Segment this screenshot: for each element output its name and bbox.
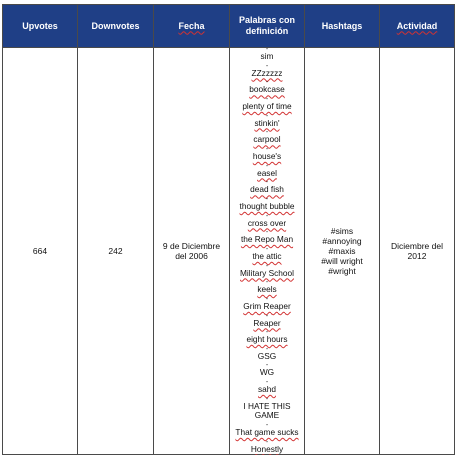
downvotes-value: 242	[108, 245, 123, 256]
header-hashtags-label: Hashtags	[321, 20, 363, 31]
phrase-item	[233, 81, 301, 94]
phrase-text: cross over	[247, 217, 287, 228]
phrase-list	[233, 48, 301, 454]
phrase-text: Grim Reaper	[243, 300, 291, 311]
dash-bullet-icon: -	[265, 279, 269, 287]
dash-bullet-icon: -	[265, 46, 269, 53]
hashtag-item: #sims	[330, 225, 354, 236]
dash-bullet-icon: -	[265, 162, 269, 170]
phrase-text: plenty of time	[242, 100, 292, 111]
dash-bullet-icon: -	[265, 379, 269, 387]
header-upvotes-label: Upvotes	[22, 20, 58, 31]
dash-bullet-icon: -	[265, 295, 269, 303]
phrase-text: ZZzzzzz	[251, 67, 283, 78]
phrase-text: Honestly	[250, 443, 284, 454]
phrase-text: sim	[260, 51, 274, 61]
header-upvotes	[3, 5, 78, 48]
cell-hashtags	[305, 48, 380, 455]
header-palabras-label: Palabras con definición	[238, 15, 296, 36]
phrase-item	[233, 281, 301, 294]
dash-bullet-icon: -	[265, 312, 269, 320]
phrase-item	[233, 195, 301, 211]
cell-actividad	[380, 48, 455, 455]
dash-bullet-icon: -	[265, 362, 269, 370]
dash-bullet-icon: -	[265, 345, 269, 353]
phrase-text: the Repo Man	[240, 234, 294, 245]
phrase-text: stinkin'	[254, 117, 280, 128]
hashtag-item: #wright	[328, 265, 356, 276]
phrase-text: easel	[257, 167, 277, 178]
phrase-text: GSG	[257, 350, 277, 361]
fecha-value: 9 de Diciembre del 2006	[162, 240, 221, 261]
phrase-text: house's	[252, 150, 282, 161]
phrase-item	[233, 162, 301, 178]
hashtag-item: #annoying	[322, 235, 362, 246]
dash-bullet-icon: -	[265, 79, 269, 87]
phrase-item	[233, 381, 301, 394]
hashtag-list	[308, 226, 376, 276]
dash-bullet-icon: -	[265, 438, 269, 446]
phrase-text: keels	[257, 284, 277, 295]
upvotes-value: 664	[32, 245, 48, 256]
dash-bullet-icon: -	[265, 62, 269, 70]
header-fecha	[154, 5, 230, 48]
phrase-item	[233, 245, 301, 261]
dash-bullet-icon: -	[265, 129, 269, 137]
phrase-item	[233, 345, 301, 361]
phrase-text: Reaper	[253, 317, 281, 328]
phrase-text: eight hours	[246, 334, 288, 345]
phrase-item	[233, 231, 301, 244]
phrase-item	[233, 131, 301, 144]
header-palabras	[230, 5, 305, 48]
header-actividad	[380, 5, 455, 48]
phrase-item	[233, 181, 301, 194]
phrase-text: dead fish	[250, 184, 284, 195]
header-downvotes	[78, 5, 154, 48]
phrase-item	[233, 438, 301, 454]
header-hashtags	[305, 5, 380, 48]
actividad-value: Diciembre del 2012	[391, 240, 443, 261]
phrase-item	[233, 312, 301, 328]
phrase-text: the attic	[252, 250, 282, 261]
phrase-text: thought bubble	[239, 200, 295, 211]
data-table	[2, 4, 455, 455]
phrase-text: WG	[259, 367, 275, 378]
dash-bullet-icon: -	[265, 212, 269, 220]
phrase-item	[233, 295, 301, 311]
dash-bullet-icon: -	[265, 95, 269, 103]
phrase-item	[233, 395, 301, 421]
phrase-item	[233, 364, 301, 377]
phrase-item	[233, 95, 301, 111]
header-fecha-label: Fecha	[178, 20, 205, 31]
dash-bullet-icon: -	[265, 112, 269, 120]
phrase-item	[233, 331, 301, 344]
cell-fecha	[154, 48, 230, 455]
phrase-item	[233, 62, 301, 78]
hashtag-item: #maxis	[328, 245, 356, 256]
phrase-text: bookcase	[249, 84, 285, 95]
dash-bullet-icon: -	[265, 179, 269, 187]
dash-bullet-icon: -	[265, 329, 269, 337]
dash-bullet-icon: -	[265, 195, 269, 203]
phrase-item	[233, 112, 301, 128]
hashtag-item: #will wright	[321, 255, 363, 266]
header-row	[3, 5, 455, 48]
dash-bullet-icon: -	[265, 229, 269, 237]
phrase-text: sahd	[258, 384, 276, 395]
phrase-item	[233, 262, 301, 278]
phrase-item	[233, 421, 301, 437]
phrase-text: That game sucks	[235, 426, 299, 437]
header-downvotes-label: Downvotes	[91, 20, 140, 31]
cell-palabras	[230, 48, 305, 455]
phrase-text: carpool	[253, 134, 281, 145]
table-row	[3, 48, 455, 455]
phrase-text: Military School	[240, 267, 294, 278]
cell-downvotes	[78, 48, 154, 455]
dash-bullet-icon: -	[265, 145, 269, 153]
dash-bullet-icon: -	[265, 262, 269, 270]
dash-bullet-icon: -	[265, 421, 269, 429]
header-actividad-label: Actividad	[396, 20, 438, 31]
cell-upvotes	[3, 48, 78, 455]
phrase-item	[233, 48, 301, 61]
dash-bullet-icon: -	[265, 245, 269, 253]
phrase-text: I HATE THIS GAME	[243, 400, 291, 421]
phrase-item	[233, 212, 301, 228]
dash-bullet-icon: -	[265, 395, 269, 403]
phrase-item	[233, 145, 301, 161]
